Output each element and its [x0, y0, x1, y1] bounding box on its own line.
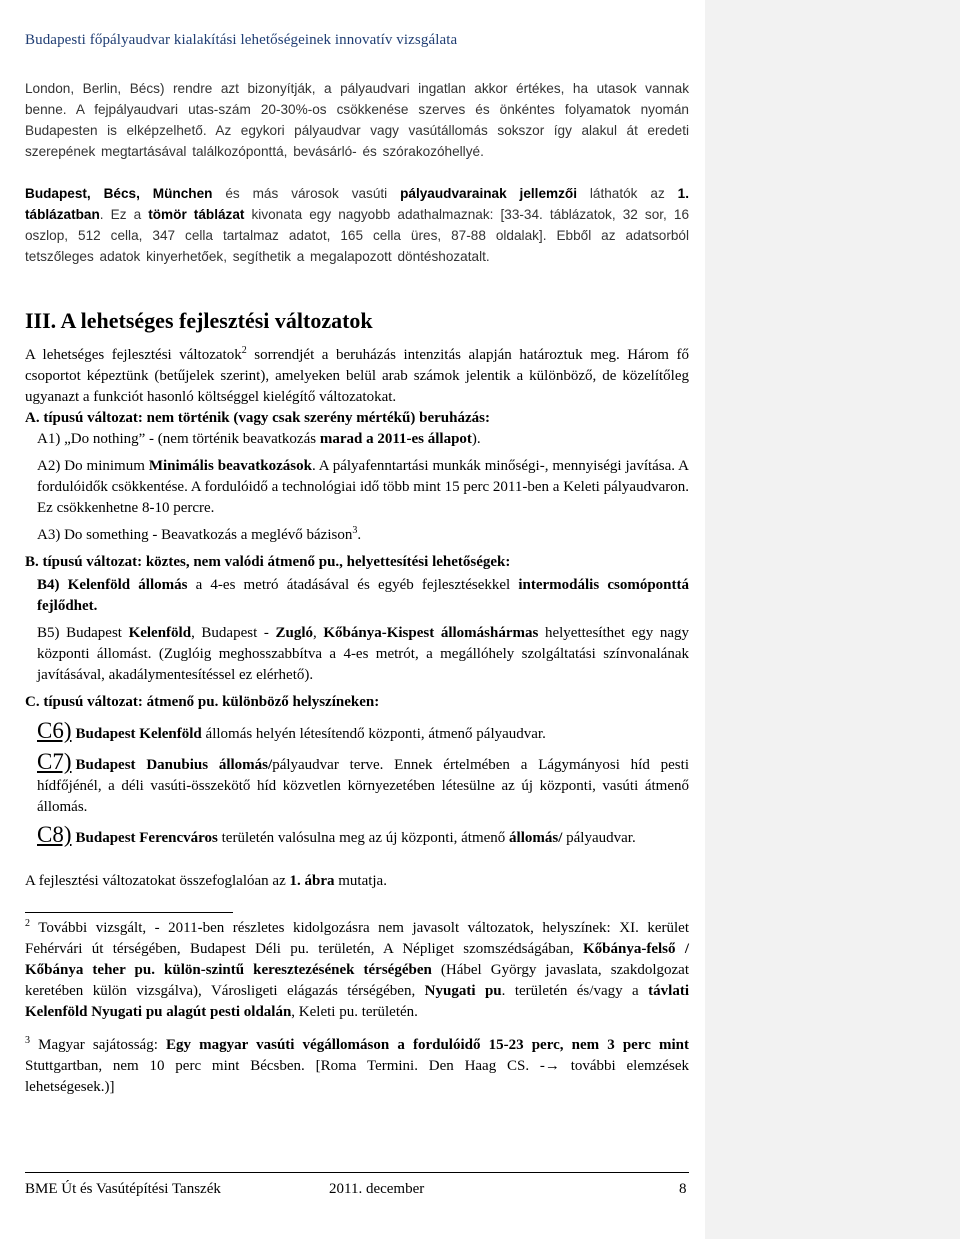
variant-c7: C7) Budapest Danubius állomás/pályaudvar terve. Ennek értelmében a Lágymányosi híd pesti hídfőjénél, a déli vasúti-összekötő híd közvetlen környezetében létesülne az új központi, vasúti átmenő állomás. [37, 749, 689, 815]
page-number: 8 [679, 1181, 687, 1197]
variant-c6: C6) Budapest Kelenföld állomás helyén létesítendő központi, átmenő pályaudvar. [37, 718, 546, 743]
footnote-separator [25, 912, 233, 913]
variant-a2: A2) Do minimum Minimális beavatkozások. A pályafenntartási munkák minőségi-, mennyiségi javítása. A fordulóidők csökkentése. A fordulóidő a technológiai idő több mint 15 perc 2011-ben a Keleti pályaudvaron. Ez csökkenhetne 8-10 percre. [37, 458, 689, 516]
comment-margin [705, 0, 960, 1239]
type-b-heading: B. típusú változat: köztes, nem valódi átmenő pu., helyettesítési lehetőségek: [25, 554, 511, 570]
footer-rule [25, 1172, 689, 1173]
variant-a3: A3) Do something - Beavatkozás a meglévő bázison$^3$. [37, 525, 362, 543]
arrow-icon: → [544, 1058, 560, 1074]
paragraph-1: London, Berlin, Bécs) rendre azt bizonyítják, a pályaudvari ingatlan akkor értékes, ha utasok vannak benne. A fejpályaudvari utas-szám 20-30%-os csökkenése szerves és önkéntes folyamatok nyomán Budapesten is elképzelhető. Az egykori pályaudvar vagy vasútállomás sokszor így alakul át eredeti szerepének megtartásával találkozóponttá, bevásárló- és szórakozóhellyé. [25, 81, 689, 159]
footer-department: BME Út és Vasútépítési Tanszék [25, 1181, 221, 1197]
variant-b4: B4) Kelenföld állomás a 4-es metró átadásával és egyéb fejlesztésekkel intermodális csomóponttá fejlődhet. [37, 577, 690, 614]
variant-c8: C8) Budapest Ferencváros területén valósulna meg az új központi, átmenő állomás/ pályaudvar. [37, 822, 636, 847]
footnote-3: $^3$ Magyar sajátosság: Egy magyar vasúti végállomáson a fordulóidő 15-23 perc, nem 3 perc mint Stuttgartban, nem 10 perc mint Bécsben. [Roma Termini. Den Haag CS. -→ további elemzések lehetségesek.)] [25, 1035, 689, 1095]
footnote-2: $^2$ További vizsgált, - 2011-ben részletes kidolgozásra nem javasolt változatok, helyszínek: XI. kerület Fehérvári út térségében, Budapest Déli pu. területén, A Népliget szomszédságában, Kőbánya-felső / Kőbánya teher pu. külön-szintű keresztezésének térségében (Hábel György javaslata, szakdolgozat keretében külön vizsgálva), Városligeti elágazás térségében, Nyugati pu. területén és/vagy a távlati Kelenföld Nyugati pu alagút pesti oldalán, Keleti pu. területén. [25, 918, 689, 1020]
intro-paragraph: A lehetséges fejlesztési változatok$^2$ sorrendjét a beruházás intenzitás alapján határoztuk meg. Három fő csoportot képeztünk (betűjelek szerint), amelyeken belül arab számok jelentik a különböző, de közelítőleg ugyanazt a funkciót hasonló költséggel kielégítő változatokat. [25, 345, 689, 405]
section-title: III. A lehetséges fejlesztési változatok [25, 308, 373, 333]
type-a-heading: A. típusú változat: nem történik (vagy csak szerény mértékű) beruházás: [25, 410, 490, 426]
section-body [25, 345, 689, 892]
footer-date: 2011. december [329, 1181, 425, 1197]
type-c-heading: C. típusú változat: átmenő pu. különböző helyszíneken: [25, 694, 380, 710]
footnotes [25, 918, 689, 1098]
running-header: Budapesti főpályaudvar kialakítási lehetőségeinek innovatív vizsgálata [25, 32, 458, 48]
summary-line: A fejlesztési változatokat összefoglalóan az 1. ábra mutatja. [25, 873, 387, 889]
variant-b5: B5) Budapest Kelenföld, Budapest - Zugló, Kőbánya-Kispest állomáshármas helyettesíthet egy nagy központi állomást. (Zuglóig meghosszabbítva a 4-es metrót, a megállóhely szolgáltatási színvonalának javításával, akadálymentesítéssel ez elérhető). [37, 625, 689, 683]
variant-a1: A1) „Do nothing” - (nem történik beavatkozás marad a 2011-es állapot). [37, 431, 481, 447]
paragraph-2: Budapest, Bécs, München és más városok vasúti pályaudvarainak jellemzői láthatók az 1. táblázatban. Ez a tömör táblázat kivonata egy nagyobb adathalmaznak: [33-34. táblázatok, 32 sor, 16 oszlop, 512 cella, 347 cella tartalmaz adatot, 165 cella üres, 87-88 oldalak]. Ebből az adatsorból tetszőleges adatok kinyerhetőek, segíthetik a megalapozott döntéshozatalt. [25, 186, 690, 264]
